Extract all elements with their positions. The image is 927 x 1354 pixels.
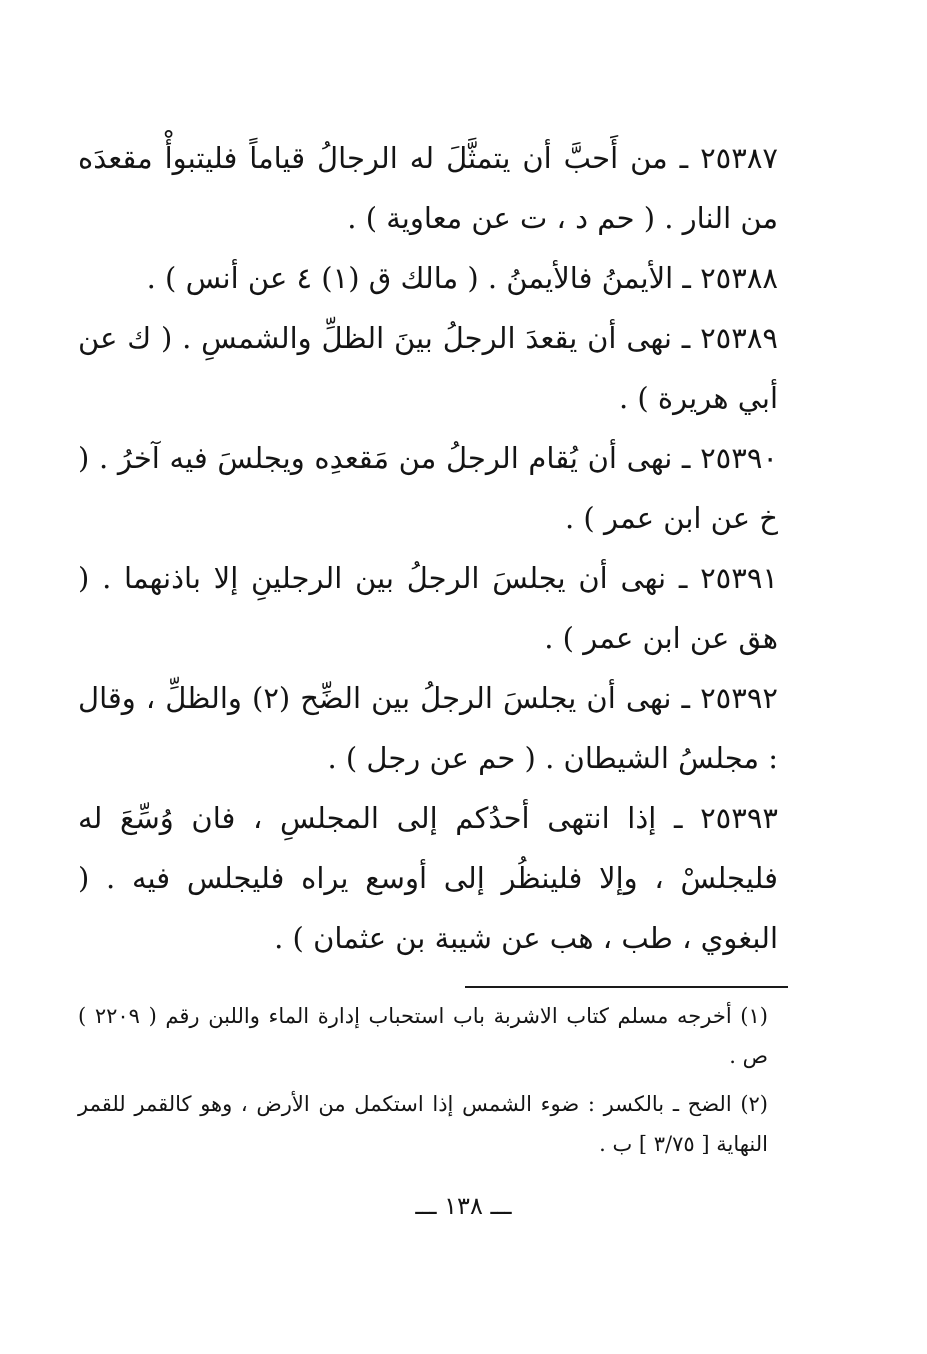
page-number: ـــ ١٣٨ ـــ: [415, 1192, 512, 1220]
hadith-list: [78, 128, 778, 968]
footnote-2: (٢) الضح ـ بالكسر : ضوء الشمس إذا استكمل من الأرض ، وهو كالقمر للقمر النهاية [ ٣/٧٥ ] ب .: [78, 1092, 768, 1156]
hadith-entry-25388: ٢٥٣٨٨ ـ الأيمنُ فالأيمنُ . ( مالك ق (١) ٤ عن أنس ) .: [146, 261, 778, 295]
footnote-separator: [465, 986, 788, 988]
hadith-entry-25392: ٢٥٣٩٢ ـ نهى أن يجلسَ الرجلُ بين الضِّح (٢) والظلِّ ، وقال : مجلسُ الشيطان . ( حم عن رجل ) .: [78, 681, 778, 775]
hadith-entry-25389: ٢٥٣٨٩ ـ نهى أن يقعدَ الرجلُ بينَ الظلِّ والشمسِ . ( ك عن أبي هريرة ) .: [78, 321, 778, 415]
footnote-1: (١) أخرجه مسلم كتاب الاشربة باب استحباب إدارة الماء واللبن رقم ( ٢٢٠٩ ) ص .: [78, 1004, 768, 1068]
hadith-entry-25387: ٢٥٣٨٧ ـ من أَحبَّ أن يتمثَّلَ له الرجالُ قياماً فليتبوأْ مقعدَه من النار . ( حم د ، ت عن معاوية ) .: [78, 141, 778, 235]
footnotes: [78, 996, 768, 1172]
hadith-entry-25391: ٢٥٣٩١ ـ نهى أن يجلسَ الرجلُ بين الرجلينِ إلا باذنهما . ( هق عن ابن عمر ) .: [78, 561, 778, 655]
hadith-entry-25390: ٢٥٣٩٠ ـ نهى أن يُقام الرجلُ من مَقعدِه ويجلسَ فيه آخرُ . ( خ عن ابن عمر ) .: [78, 441, 778, 535]
hadith-entry-25393: ٢٥٣٩٣ ـ إذا انتهى أحدُكم إلى المجلسِ ، فان وُسِّعَ له فليجلسْ ، وإلا فلينظُر إلى أوسع يراه فليجلس فيه . ( البغوي ، طب ، هب عن شيبة بن عثمان ) .: [78, 801, 778, 955]
